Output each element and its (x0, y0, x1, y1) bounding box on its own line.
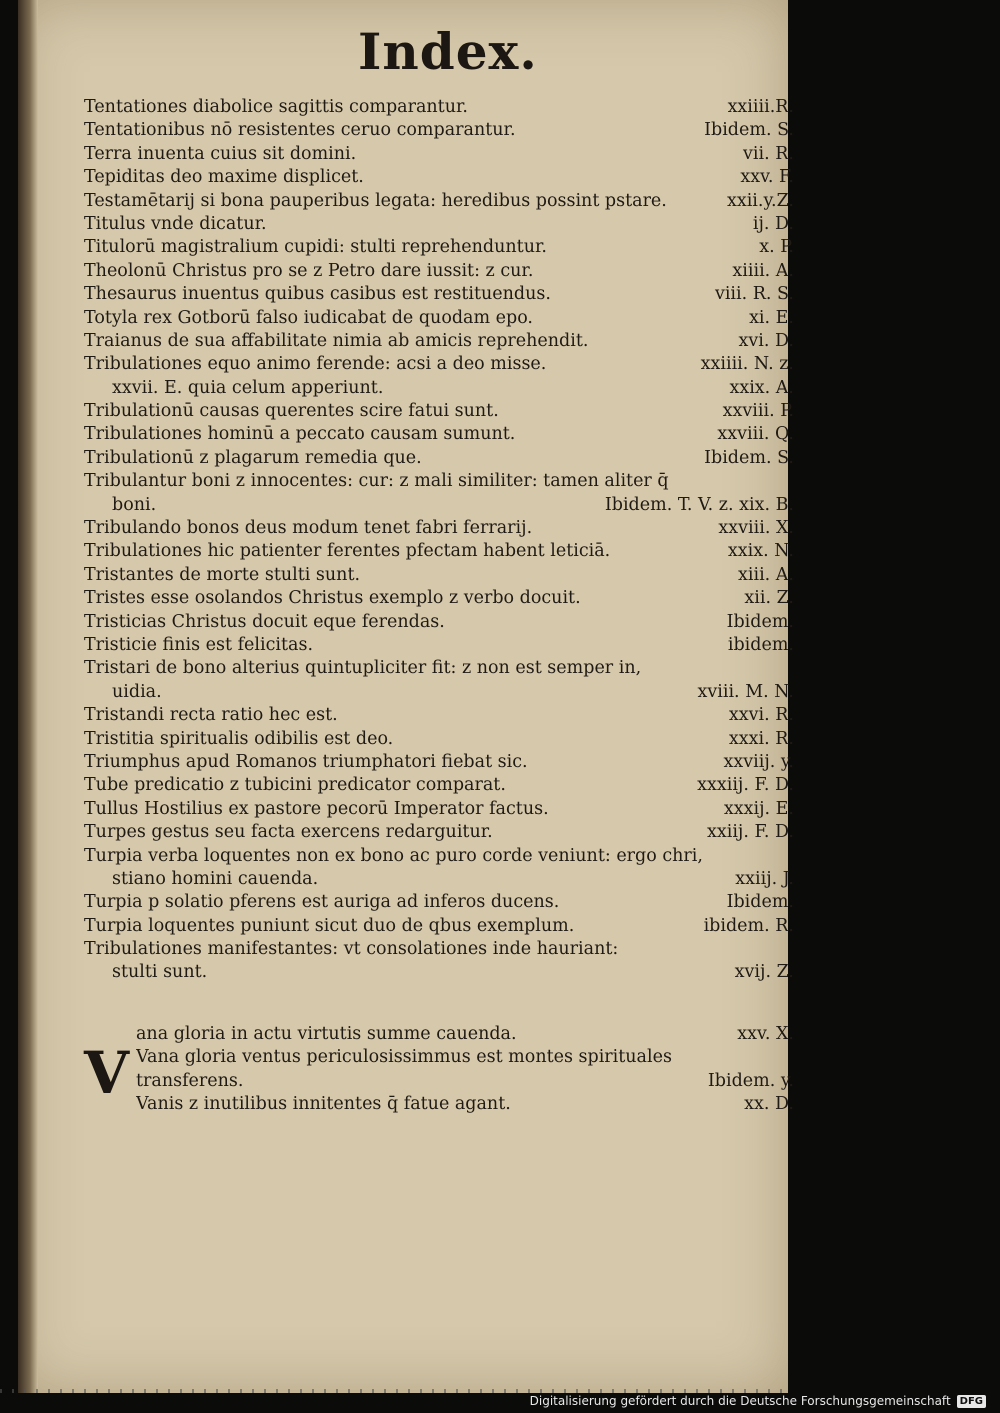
index-entry (84, 236, 794, 259)
index-entry (84, 728, 794, 751)
entry-text: Terra inuenta cuius sit domini. (84, 143, 357, 164)
entry-text: stulti sunt. (112, 962, 208, 983)
index-entry (84, 517, 794, 540)
entry-reference: xxiij. F. D. (707, 822, 794, 843)
entry-text: Triumphus apud Romanos triumphatori fiebat sic. (84, 751, 528, 772)
index-entry (84, 540, 794, 563)
entry-reference: Ibidem. y. (707, 1070, 794, 1091)
entry-text: boni. (112, 494, 157, 515)
footer-text: Digitalisierung gefördert durch die Deutsche Forschungsgemeinschaft (529, 1394, 951, 1408)
index-entry (84, 213, 794, 236)
entry-reference: Ibidem. (726, 611, 794, 632)
book-page (18, 0, 794, 1393)
entry-reference: xvi. D. (738, 330, 794, 351)
index-entry (84, 891, 794, 914)
entry-reference: xiiii. A. (732, 260, 794, 281)
entry-reference: xxiiii. N. z. (700, 354, 794, 375)
entry-reference: xxii.y.Z. (726, 190, 794, 211)
entry-text: Tullus Hostilius ex pastore pecorū Imperator factus. (84, 798, 549, 819)
entry-reference: viii. R. S. (714, 284, 794, 305)
index-entry (84, 330, 794, 353)
entry-reference: Ibidem. (726, 892, 794, 913)
entry-text: Tribulantur boni z innocentes: cur: z mali similiter: tamen aliter q̄ (84, 471, 669, 492)
entry-text: Vana gloria ventus periculosissimmus est montes spirituales (136, 1047, 672, 1068)
entry-reference: xxviij. y. (723, 751, 794, 772)
index-entry (84, 447, 794, 470)
entry-reference: ibidem. R. (703, 915, 794, 936)
entry-text: Tentationibus nō resistentes ceruo comparantur. (84, 120, 516, 141)
entry-reference: xxiiii.R. (727, 97, 794, 117)
index-entry (84, 353, 794, 376)
index-entry (84, 96, 794, 119)
entry-reference: vii. R. (743, 143, 794, 164)
index-entry (84, 400, 794, 423)
entry-text: Theolonū Christus pro se z Petro dare iussit: z cur. (84, 260, 534, 281)
entry-text: xxvii. E. quia celum apperiunt. (112, 377, 384, 398)
entry-reference: xxiij. J. (735, 868, 794, 889)
entry-reference: xxxi. R. (728, 728, 794, 749)
entry-text: Tristandi recta ratio hec est. (84, 705, 338, 726)
entry-text: Tepiditas deo maxime displicet. (84, 167, 364, 188)
entry-text: Tristantes de morte stulti sunt. (84, 564, 361, 585)
index-entry (136, 1023, 794, 1046)
index-entry (84, 307, 794, 330)
index-entry (84, 845, 794, 868)
entry-reference: ibidem. (727, 634, 794, 655)
index-entry (84, 166, 794, 189)
page-title: Index. (358, 22, 538, 81)
entry-reference: xxviii. X. (718, 518, 794, 539)
index-entry (84, 587, 794, 610)
entry-reference: xx. D. (744, 1094, 794, 1115)
index-entry (84, 938, 794, 961)
entry-text: Tristicias Christus docuit eque ferendas. (84, 611, 445, 632)
digitization-footer (530, 1391, 986, 1411)
entry-reference: xii. Z. (744, 588, 794, 609)
index-entry (84, 751, 794, 774)
index-entry (84, 868, 794, 891)
index-entry (84, 821, 794, 844)
entry-text: ana gloria in actu virtutis summe cauenda. (136, 1023, 517, 1044)
index-entry (136, 1070, 794, 1093)
entry-reference: xxviii. Q. (717, 424, 794, 445)
decorated-initial: V (84, 1039, 130, 1107)
index-entry (84, 774, 794, 797)
entry-reference: xxxiij. F. D. (697, 775, 794, 796)
entry-reference: Ibidem. S. (704, 447, 794, 468)
entry-reference: xiii. A. (738, 564, 794, 585)
index-list-v (84, 1023, 794, 1117)
entry-text: Turpia verba loquentes non ex bono ac puro corde veniunt: ergo chri, (84, 845, 703, 866)
index-entry (136, 1046, 794, 1069)
entry-text: Tristes esse osolandos Christus exemplo z verbo docuit. (84, 588, 581, 609)
entry-reference: xxv. X. (737, 1023, 794, 1044)
entry-text: Tristari de bono alterius quintupliciter fit: z non est semper in, (84, 658, 642, 679)
index-entry (84, 961, 794, 984)
entry-text: Testamētarij si bona pauperibus legata: heredibus possint pstare. (84, 190, 667, 211)
index-entry (84, 377, 794, 400)
section-gap (84, 985, 794, 1023)
index-entry (84, 634, 794, 657)
entry-text: uidia. (112, 681, 162, 702)
entry-text: Tribulationū causas querentes scire fatui sunt. (84, 401, 499, 422)
entry-text: Tribulationes equo animo ferende: acsi a deo misse. (84, 354, 547, 375)
entry-text: transferens. (136, 1070, 244, 1091)
entry-text: Tribulationū z plagarum remedia que. (84, 447, 422, 468)
index-entry (84, 611, 794, 634)
entry-reference: Ibidem. T. V. z. xix. B. (604, 494, 794, 515)
index-entry (84, 681, 794, 704)
entry-text: Thesaurus inuentus quibus casibus est restituendus. (84, 284, 551, 305)
entry-text: Tentationes diabolice sagittis comparantur. (84, 97, 468, 117)
entry-reference: xxviii. P. (722, 401, 794, 422)
entry-text: Titulorū magistralium cupidi: stulti reprehenduntur. (84, 237, 547, 258)
index-entry (84, 494, 794, 517)
index-entry (84, 119, 794, 142)
index-entry (136, 1093, 794, 1116)
index-entry (84, 564, 794, 587)
entry-reference: Ibidem. S. (704, 120, 794, 141)
index-list-t (84, 96, 794, 985)
entry-text: stiano homini cauenda. (112, 868, 319, 889)
entry-text: Tribulationes manifestantes: vt consolationes inde hauriant: (84, 939, 619, 960)
index-entry (84, 798, 794, 821)
entry-text: Turpia p solatio pferens est auriga ad inferos ducens. (84, 892, 560, 913)
entry-reference: xviii. M. N. (697, 681, 794, 702)
entry-reference: xxvi. R. (728, 705, 794, 726)
entry-text: Turpes gestus seu facta exercens redarguitur. (84, 822, 493, 843)
index-entry (84, 470, 794, 493)
entry-text: Titulus vnde dicatur. (84, 213, 267, 234)
dfg-logo: DFG (957, 1395, 986, 1408)
index-entry (84, 260, 794, 283)
index-entry (84, 190, 794, 213)
index-entry (84, 143, 794, 166)
page-spine (18, 0, 38, 1393)
index-entries (84, 96, 794, 1116)
entry-reference: xxxij. E. (723, 798, 794, 819)
index-entry (84, 704, 794, 727)
index-entry (84, 915, 794, 938)
entry-text: Traianus de sua affabilitate nimia ab amicis reprehendit. (84, 330, 589, 351)
entry-text: Vanis z inutilibus innitentes q̄ fatue agant. (136, 1094, 511, 1115)
index-entry (84, 283, 794, 306)
entry-reference: x. P. (759, 237, 794, 258)
index-entry (84, 657, 794, 680)
entry-text: Tristicie finis est felicitas. (84, 634, 314, 655)
index-entry (84, 423, 794, 446)
entry-text: Totyla rex Gotborū falso iudicabat de quodam epo. (84, 307, 533, 328)
entry-text: Tube predicatio z tubicini predicator comparat. (84, 775, 506, 796)
entry-text: Tribulando bonos deus modum tenet fabri ferrarij. (84, 518, 533, 539)
entry-text: Tristitia spiritualis odibilis est deo. (84, 728, 394, 749)
entry-reference: xvij. Z. (734, 962, 794, 983)
entry-text: Turpia loquentes puniunt sicut duo de qbus exemplum. (84, 915, 575, 936)
entry-reference: xxv. F. (740, 167, 794, 188)
entry-text: Tribulationes hominū a peccato causam sumunt. (84, 424, 516, 445)
entry-reference: xxix. N. (727, 541, 794, 562)
entry-reference: ij. D. (752, 213, 794, 234)
entry-text: Tribulationes hic patienter ferentes pfectam habent leticiā. (84, 541, 611, 562)
entry-reference: xi. E. (749, 307, 794, 328)
entry-reference: xxix. A. (729, 377, 794, 398)
